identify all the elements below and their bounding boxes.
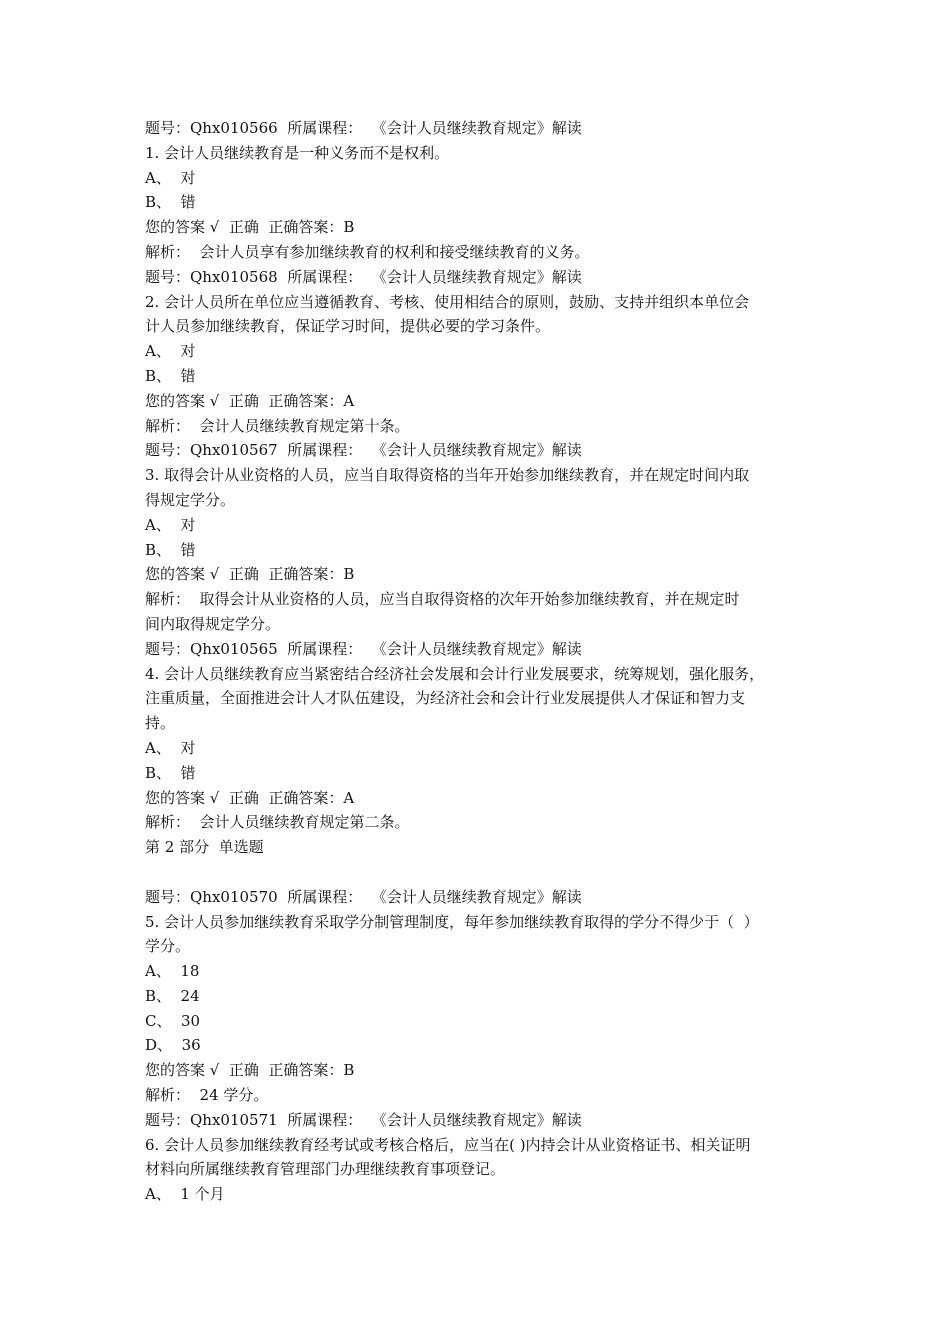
question-stem: 5. 会计人员参加继续教育采取学分制管理制度，每年参加继续教育取得的学分不得少于（ ） xyxy=(145,912,759,931)
question-item xyxy=(145,265,815,439)
analysis-line: 解析： 会计人员继续教育规定第十条。 xyxy=(145,416,410,435)
question-stem: 1. 会计人员继续教育是一种义务而不是权利。 xyxy=(145,143,450,162)
option-d: D、 36 xyxy=(145,1036,201,1055)
question-header: 题号：Qhx010567 所属课程： 《会计人员继续教育规定》解读 xyxy=(145,441,582,460)
question-header: 题号：Qhx010566 所属课程： 《会计人员继续教育规定》解读 xyxy=(145,119,582,137)
option-b: B、 24 xyxy=(145,986,200,1005)
answer-line: 您的答案 √ 正确 正确答案：B xyxy=(145,565,355,584)
option-a: A、 18 xyxy=(145,962,200,981)
option-a: A、 对 xyxy=(145,738,196,757)
option-b: B、 错 xyxy=(145,540,196,559)
question-stem: 6. 会计人员参加继续教育经考试或考核合格后，应当在( )内持会计从业资格证书、相关证明 xyxy=(145,1135,751,1154)
question-stem: 学分。 xyxy=(145,937,191,956)
answer-line: 您的答案 √ 正确 正确答案：B xyxy=(145,1061,355,1080)
analysis-line: 解析： 会计人员享有参加继续教育的权利和接受继续教育的义务。 xyxy=(145,242,590,261)
question-stem: 3. 取得会计从业资格的人员，应当自取得资格的当年开始参加继续教育，并在规定时间内取 xyxy=(145,466,750,485)
question-list xyxy=(145,116,815,835)
question-item xyxy=(145,438,815,636)
option-a: A、 对 xyxy=(145,168,196,187)
section-title: 第 2 部分 单选题 xyxy=(145,838,264,857)
question-stem: 得规定学分。 xyxy=(145,490,236,509)
section-spacer xyxy=(145,860,815,885)
question-list-single-choice xyxy=(145,885,815,1207)
question-stem: 持。 xyxy=(145,714,176,733)
option-b: B、 错 xyxy=(145,366,196,385)
question-header: 题号：Qhx010568 所属课程： 《会计人员继续教育规定》解读 xyxy=(145,267,582,286)
analysis-line: 间内取得规定学分。 xyxy=(145,614,281,633)
option-b: B、 错 xyxy=(145,193,196,212)
document-page xyxy=(145,116,815,1207)
analysis-line: 解析： 取得会计从业资格的人员，应当自取得资格的次年开始参加继续教育，并在规定时 xyxy=(145,590,740,609)
analysis-line: 解析： 会计人员继续教育规定第二条。 xyxy=(145,813,410,832)
option-a: A、 对 xyxy=(145,515,196,534)
option-a: A、 1 个月 xyxy=(145,1185,225,1204)
option-c: C、 30 xyxy=(145,1011,201,1030)
option-a: A、 对 xyxy=(145,342,196,361)
question-stem: 材料向所属继续教育管理部门办理继续教育事项登记。 xyxy=(145,1160,506,1179)
question-header: 题号：Qhx010570 所属课程： 《会计人员继续教育规定》解读 xyxy=(145,887,582,906)
answer-line: 您的答案 √ 正确 正确答案：B xyxy=(145,218,355,237)
question-item xyxy=(145,1108,815,1207)
analysis-line: 解析： 24 学分。 xyxy=(145,1086,269,1105)
question-stem: 注重质量，全面推进会计人才队伍建设，为经济社会和会计行业发展提供人才保证和智力支 xyxy=(145,689,746,708)
option-b: B、 错 xyxy=(145,763,196,782)
question-stem: 4. 会计人员继续教育应当紧密结合经济社会发展和会计行业发展要求，统筹规划，强化服务， xyxy=(145,664,765,683)
question-item xyxy=(145,637,815,835)
question-stem: 计人员参加继续教育，保证学习时间，提供必要的学习条件。 xyxy=(145,317,551,336)
answer-line: 您的答案 √ 正确 正确答案：A xyxy=(145,788,355,807)
answer-line: 您的答案 √ 正确 正确答案：A xyxy=(145,391,355,410)
question-item xyxy=(145,885,815,1108)
question-stem: 2. 会计人员所在单位应当遵循教育、考核、使用相结合的原则，鼓励、支持并组织本单位会 xyxy=(145,292,750,311)
question-item xyxy=(145,116,815,265)
question-header: 题号：Qhx010571 所属课程： 《会计人员继续教育规定》解读 xyxy=(145,1110,582,1129)
question-header: 题号：Qhx010565 所属课程： 《会计人员继续教育规定》解读 xyxy=(145,639,582,658)
